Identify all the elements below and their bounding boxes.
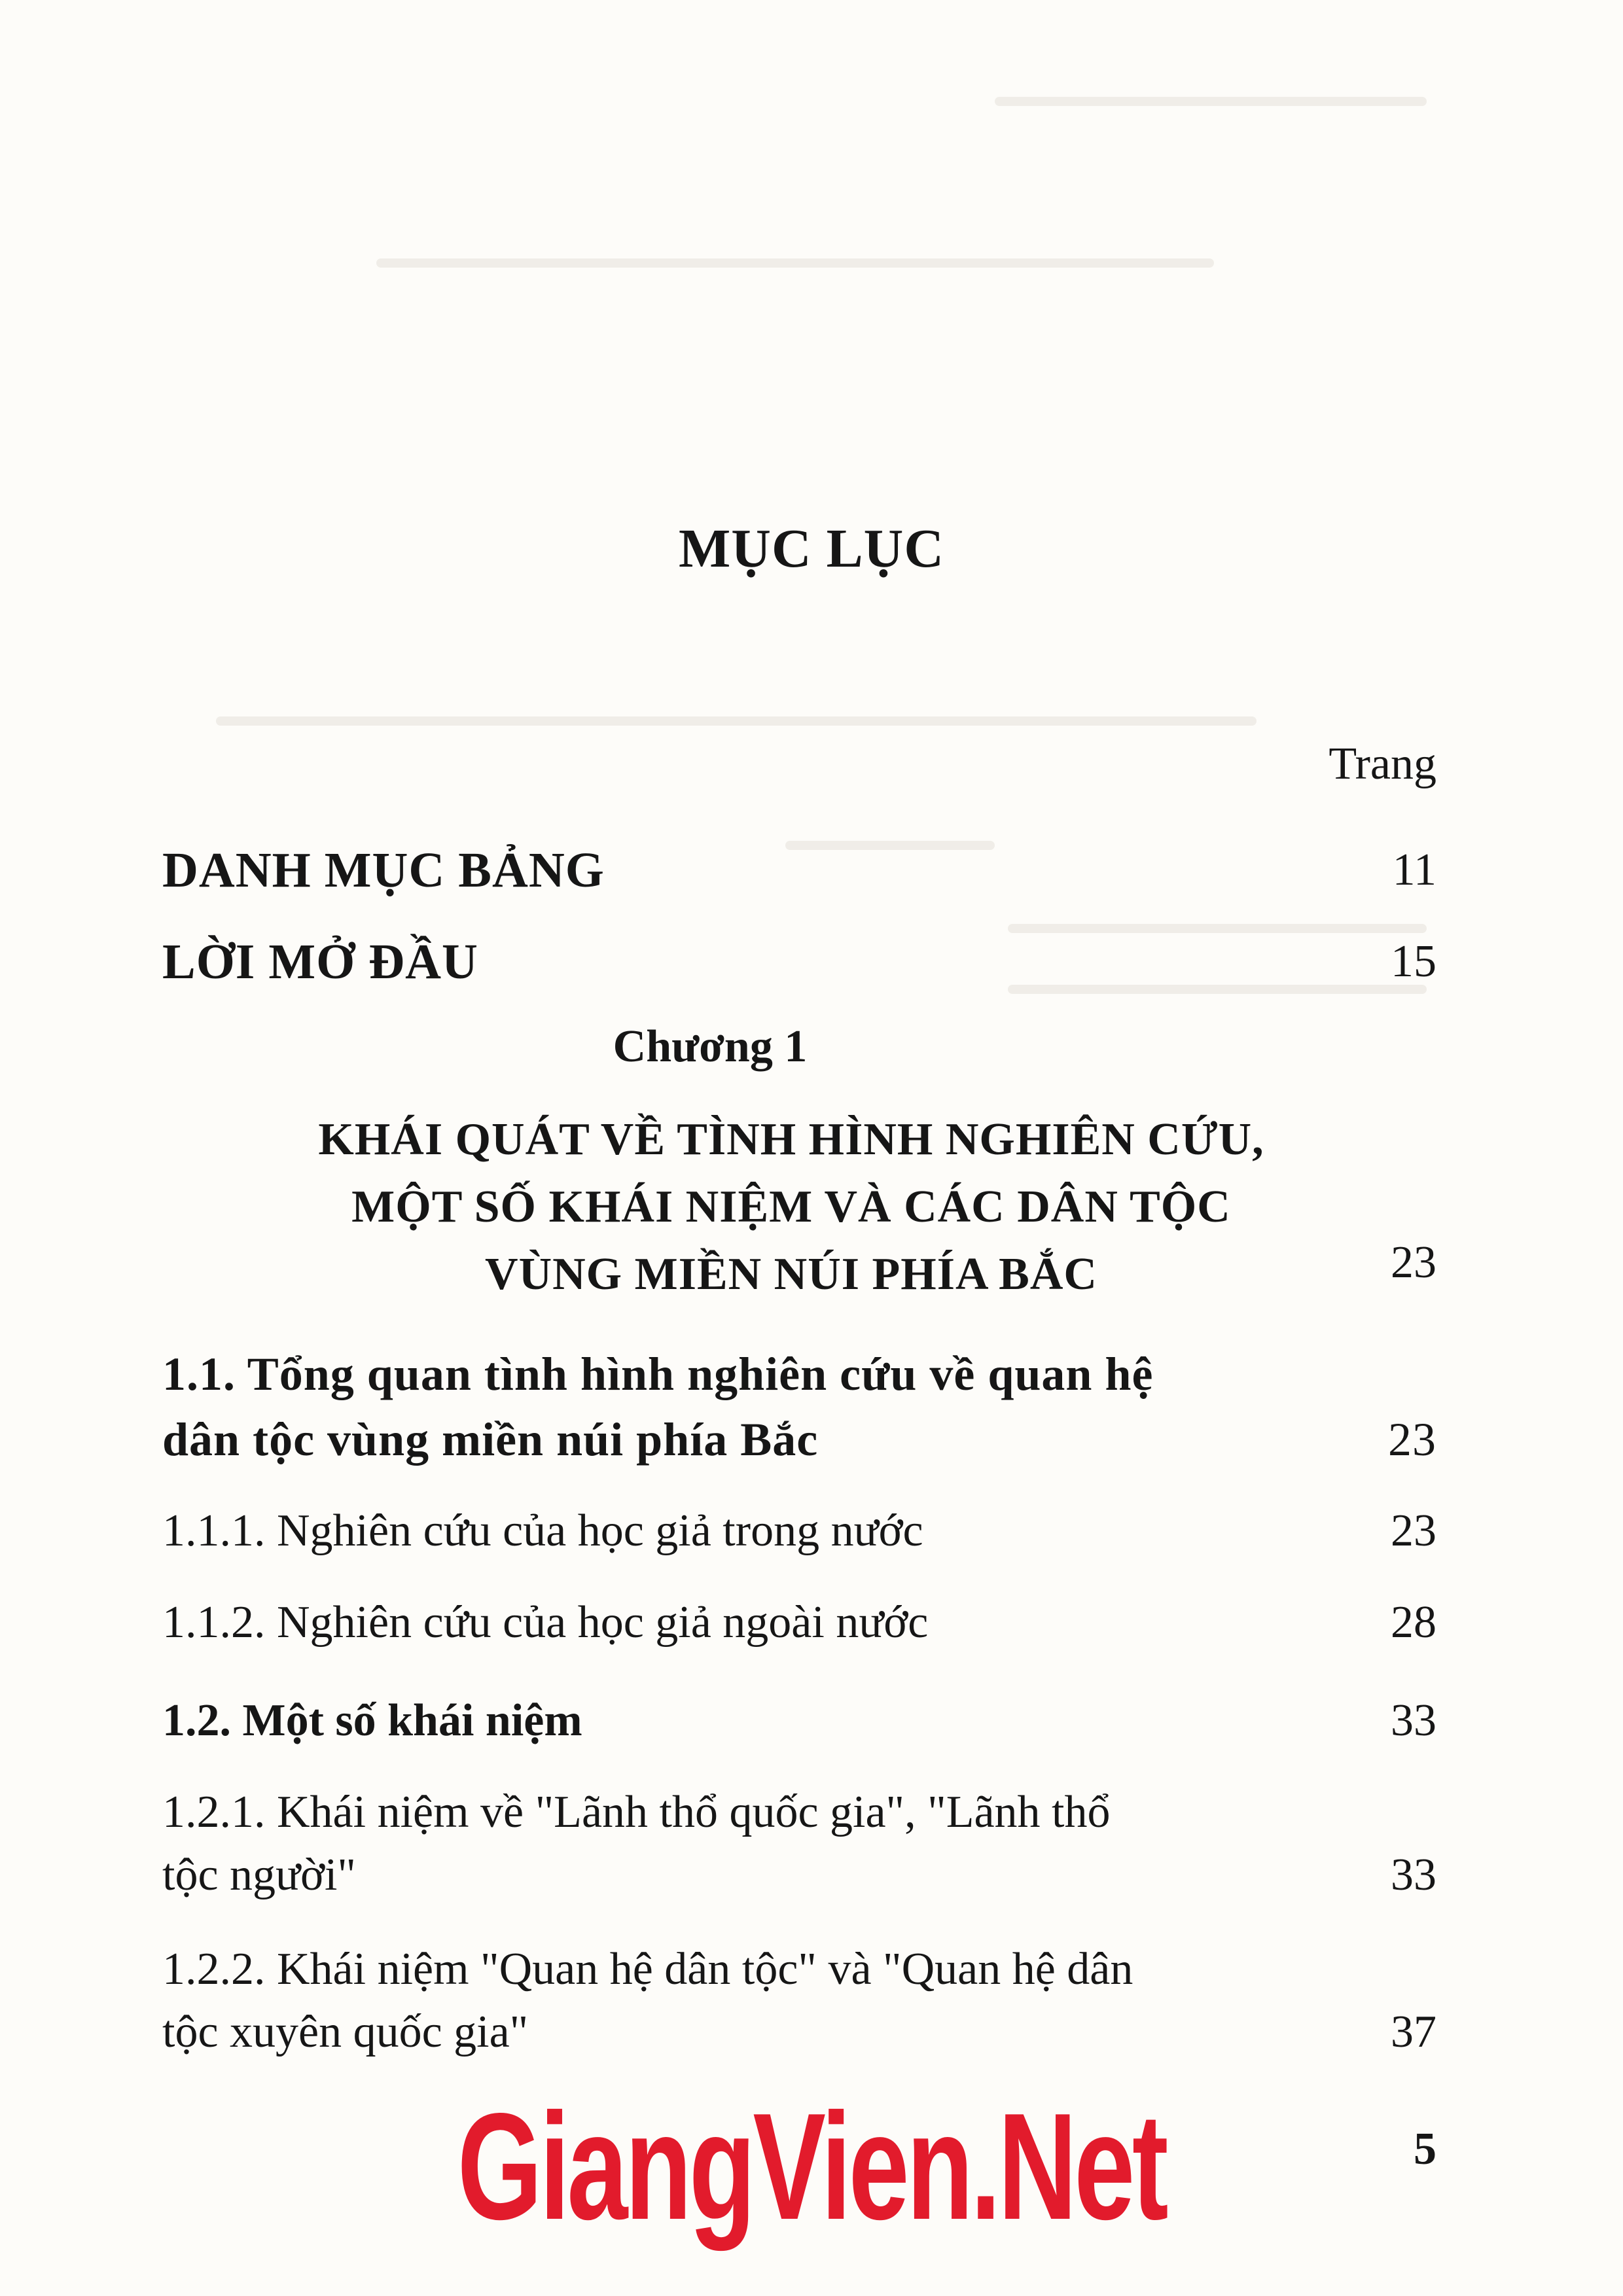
toc-entry[interactable] [162,839,1436,902]
toc-entry-label [162,1591,1268,1654]
toc-entry[interactable] [162,1689,1436,1752]
watermark-logo: GiangVien.Net [457,2082,1166,2252]
page-title: MỤC LỤC [679,518,944,579]
chapter-title-line: VÙNG MIỀN NÚI PHÍA BẮC [485,1249,1097,1299]
chapter-label: Chương 1 [613,1021,808,1072]
bleed-through-line [995,97,1427,106]
toc-entry[interactable] [162,1781,1436,1907]
toc-entry-label [162,1500,1268,1563]
toc-entry-label: DANH MỤC BẢNG [162,843,605,898]
page-number: 5 [1414,2124,1436,2174]
toc-page-number: 33 [1391,1850,1436,1900]
toc-entry[interactable] [162,1341,1436,1472]
toc-entry-line: 1.2. Một số khái niệm [162,1695,582,1746]
toc-page-number: 15 [1391,936,1436,987]
toc-entry-line: tộc xuyên quốc gia" [162,2007,529,2057]
toc-entry[interactable] [162,1938,1436,2064]
toc-entry-line: 1.1.1. Nghiên cứu của học giả trong nước [162,1506,923,1556]
toc-entry-label [162,1341,1268,1472]
toc-page-number: 33 [1391,1695,1436,1746]
toc-page-number: 23 [1388,1413,1436,1466]
chapter-title[interactable] [162,1106,1420,1308]
bleed-through-line [216,716,1257,726]
toc-entry-line: 1.2.2. Khái niệm "Quan hệ dân tộc" và "Quan hệ dân [162,1944,1133,1994]
bleed-through-line [376,258,1214,268]
toc-page-number: 23 [1391,1506,1436,1556]
toc-entry-line: 1.2.1. Khái niệm về "Lãnh thổ quốc gia", "Lãnh thổ [162,1787,1111,1837]
chapter-title-line: KHÁI QUÁT VỀ TÌNH HÌNH NGHIÊN CỨU, [318,1114,1264,1165]
toc-entry-line: 1.1.2. Nghiên cứu của học giả ngoài nước [162,1597,929,1648]
toc-page-number: 37 [1391,2007,1436,2057]
toc-page-number: 23 [1391,1237,1436,1288]
toc-entry[interactable] [162,1500,1436,1563]
toc-entry-label: LỜI MỞ ĐẦU [162,934,478,989]
toc-page-number: 11 [1392,845,1436,895]
toc-entry-label [162,1938,1268,2064]
toc-entry-line: 1.1. Tổng quan tình hình nghiên cứu về quan hệ [162,1348,1154,1400]
chapter-title-line: MỘT SỐ KHÁI NIỆM VÀ CÁC DÂN TỘC [351,1182,1231,1232]
toc-entry-line: tộc người" [162,1850,356,1900]
toc-entry-line: dân tộc vùng miền núi phía Bắc [162,1413,819,1466]
page-column-header: Trang [1329,739,1436,789]
toc-entry-label [162,1689,1268,1752]
toc-entry[interactable] [162,1591,1436,1654]
toc-entry-label [162,1781,1268,1907]
toc-entry[interactable] [162,930,1436,993]
toc-page-number: 28 [1391,1597,1436,1648]
